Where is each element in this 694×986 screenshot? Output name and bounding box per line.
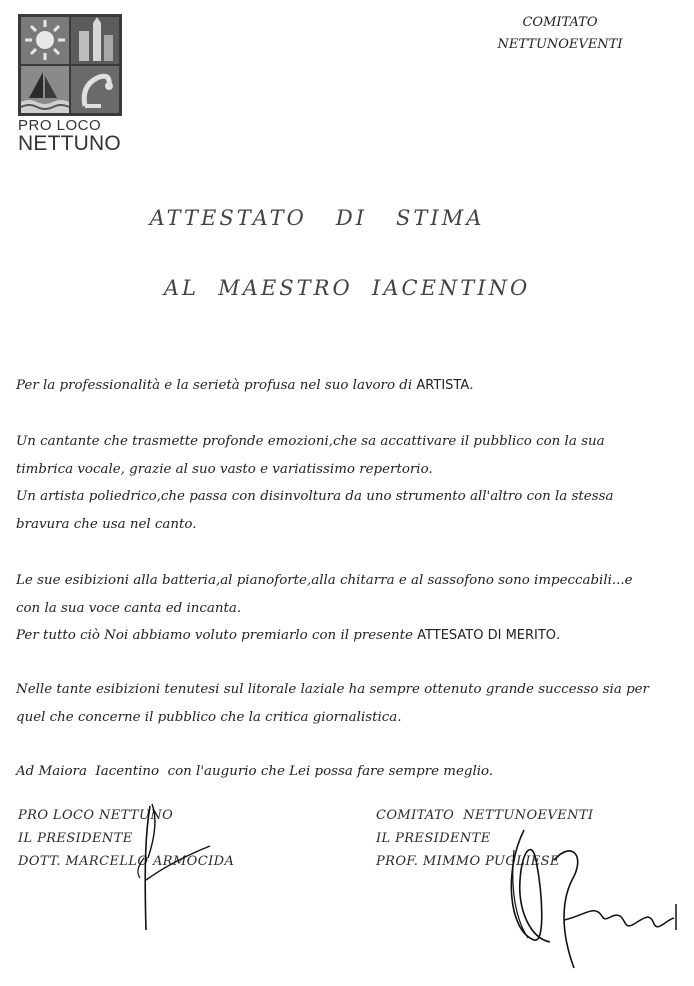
signature-block-right: [376, 804, 593, 873]
p1-end: .: [469, 378, 474, 393]
logo-text-line1: PRO LOCO: [18, 117, 102, 134]
p3-merito: ATTESATO DI MERITO: [417, 628, 557, 643]
paragraph-1: [16, 372, 684, 400]
sig-right-name: PROF. MIMMO PUGLIESE: [376, 854, 560, 869]
committee-header: [460, 12, 660, 56]
paragraph-5: [16, 758, 684, 786]
committee-header-line2: NETTUNOEVENTI: [497, 37, 623, 52]
p2-line1: Un cantante che trasmette profonde emozioni,che sa accattivare il pubblico con la sua: [16, 434, 605, 449]
p3-line1: Le sue esibizioni alla batteria,al pianoforte,alla chitarra e al sassofono sono impeccabili...e: [16, 573, 633, 588]
paragraph-3: [16, 567, 684, 650]
p4-line2: quel che concerne il pubblico che la critica giornalistica.: [16, 709, 402, 725]
p2-line4: bravura che usa nel canto.: [16, 516, 197, 532]
sun-icon: [21, 17, 69, 64]
p2-line2: timbrica vocale, grazie al suo vasto e variatissimo repertorio.: [16, 461, 433, 477]
sig-left-role: IL PRESIDENTE: [18, 831, 133, 846]
p3-line2: con la sua voce canta ed incanta.: [16, 600, 242, 616]
paragraph-4: [16, 676, 684, 731]
anchor-plant-icon: [71, 66, 119, 113]
p3-line3-end: .: [556, 628, 561, 643]
p1-text: Per la professionalità e la serietà profusa nel suo lavoro di: [16, 378, 417, 393]
committee-header-line1: COMITATO: [522, 15, 598, 30]
pro-loco-nettuno-logo: [18, 14, 122, 155]
p1-artista: ARTISTA: [416, 378, 470, 393]
sig-right-role: IL PRESIDENTE: [376, 831, 491, 846]
logo-emblem: [18, 14, 122, 116]
tower-icon: [71, 17, 119, 64]
sailboat-icon: [21, 66, 69, 113]
certificate-title: ATTESTATO DI STIMA: [149, 206, 485, 230]
logo-text-line2: NETTUNO: [18, 132, 121, 156]
p3-line3-text: Per tutto ciò Noi abbiamo voluto premiarlo con il presente: [16, 628, 418, 643]
sig-left-org: PRO LOCO NETTUNO: [18, 808, 174, 823]
sig-left-name: DOTT. MARCELLO ARMOCIDA: [18, 854, 235, 869]
paragraph-2: [16, 428, 684, 538]
p4-line1: Nelle tante esibizioni tenutesi sul litorale laziale ha sempre ottenuto grande successo sia per: [16, 682, 649, 697]
p5-line: Ad Maiora Iacentino con l'augurio che Lei possa fare sempre meglio.: [16, 764, 494, 779]
sig-right-org: COMITATO NETTUNOEVENTI: [376, 808, 594, 823]
certificate-subtitle: AL MAESTRO IACENTINO: [163, 276, 531, 300]
signature-block-left: [18, 804, 234, 873]
p2-line3: Un artista poliedrico,che passa con disinvoltura da uno strumento all'altro con la stessa: [16, 489, 614, 504]
